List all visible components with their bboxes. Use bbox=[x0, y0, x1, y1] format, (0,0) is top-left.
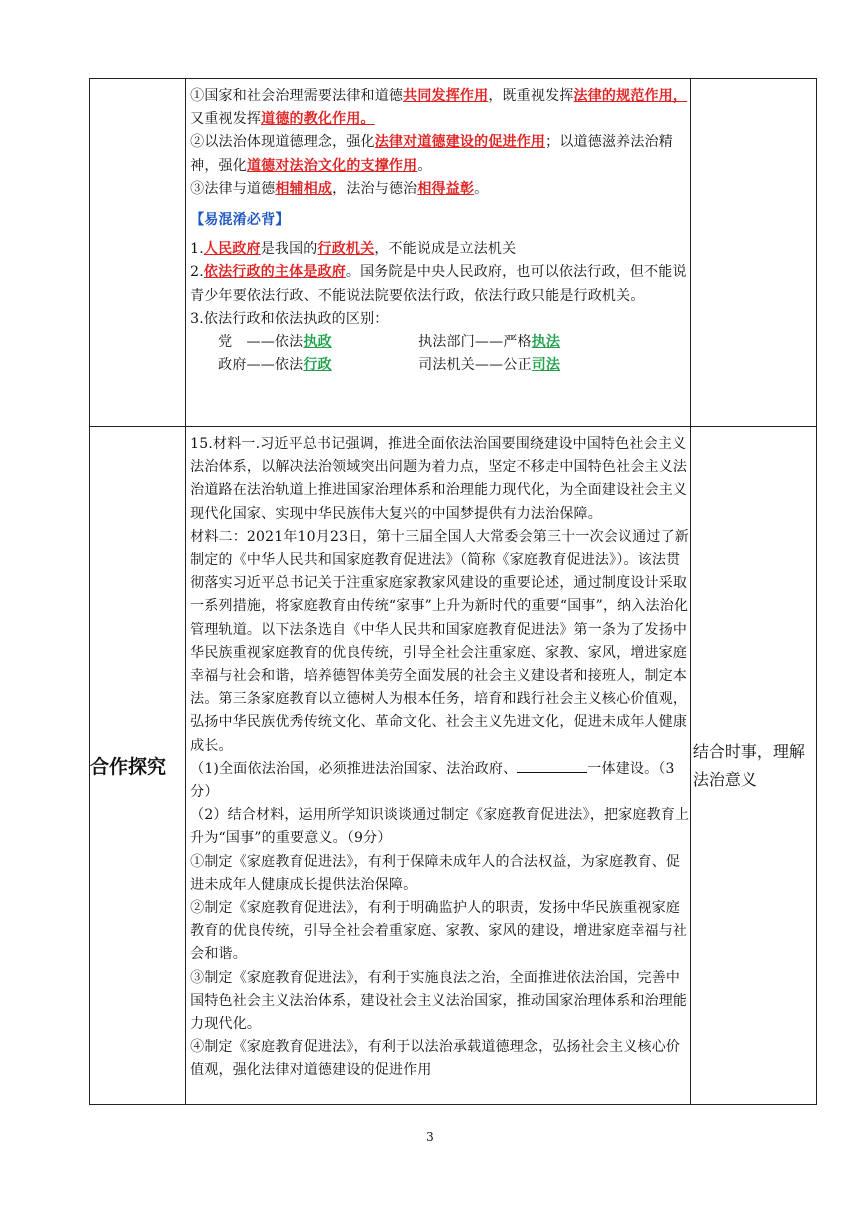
question-2: （2）结合材料，运用所学知识谈谈通过制定《家庭教育促进法》，把家庭教育上升为“国事”的重要意义。（9分） bbox=[190, 807, 690, 847]
label-cell-empty bbox=[90, 79, 186, 427]
answer-2: ②制定《家庭教育促进法》，有利于明确监护人的职责，发扬中华民族重视家庭教育的优良传统，引导全社会着重家庭、家教、家风的建设，增进家庭幸福与社会和谐。 bbox=[190, 900, 688, 963]
point-3: ③法律与道德相辅相成，法治与德治相得益彰。 bbox=[190, 180, 489, 197]
point-2: ②以法治体现道德理念，强化法律对道德建设的促进作用；以道德滋养法治精神，强化道德对法治文化的支撑作用。 bbox=[190, 134, 673, 174]
material-2: 材料二：2021年10月23日，第十三届全国人大常委会第三十一次会议通过了新制定的《中华人民共和国家庭教育促进法》（简称《家庭教育促进法》）。该法贯彻落实习近平总书记关于注重家庭家教家风建设的重要论述，通过制度设计采取一系列措施，将家庭教育由传统“家事”上升为新时代的重要“国事”，纳入法治化管理轨道。以下法条选自《中华人民共和国家庭教育促进法》第一条为了发扬中华民族重视家庭教育的优良传统，引导全社会注重家庭、家教、家风，增进家庭幸福与社会和谐，培养德智体美劳全面发展的社会主义建设者和接班人，制定本法。第三条家庭教育以立德树人为根本任务，培育和践行社会主义核心价值观，弘扬中华民族优秀传统文化、革命文化、社会主义先进文化，促进未成年人健康成长。 bbox=[190, 528, 689, 754]
page-number: 3 bbox=[426, 1130, 434, 1144]
note-heading: 【易混淆必背】 bbox=[190, 212, 290, 229]
goal-cell-empty bbox=[690, 79, 816, 427]
section-label: 合作探究 bbox=[90, 427, 186, 1105]
pair-item: 政府——依法行政 bbox=[218, 357, 332, 374]
material-1: 15.材料一.习近平总书记强调，推进全面依法治国要围绕建设中国特色社会主义法治体系，以解决法治领域突出问题为着力点，坚定不移走中国特色社会主义法治道路在法治轨道上推进国家治理体系和治理能力现代化，为全面建设社会主义现代化国家、实现中华民族伟大复兴的中国梦提供有力法治保障。 bbox=[190, 436, 688, 522]
pair-item: 司法机关——公正司法 bbox=[418, 357, 561, 374]
answer-1: ①制定《家庭教育促进法》，有利于保障未成年人的合法权益，为家庭教育、促进未成年人健康成长提供法治保障。 bbox=[190, 853, 681, 893]
comparison-grid bbox=[190, 331, 690, 377]
question-1: （1)全面依法治国，必须推进法治国家、法治政府、 一体建设。（3分） bbox=[190, 758, 690, 804]
learning-goal: 结合时事，理解法治意义 bbox=[690, 427, 816, 1105]
lesson-table bbox=[89, 78, 817, 1105]
table-row bbox=[90, 427, 817, 1105]
table-row bbox=[90, 79, 817, 427]
pair-item: 党 ——依法执政 bbox=[218, 334, 332, 351]
answer-blank bbox=[517, 758, 587, 773]
answer-3: ③制定《家庭教育促进法》，有利于实施良法之治，全面推进依法治国，完善中国特色社会主义法治体系，建设社会主义法治国家，推动国家治理体系和治理能力现代化。 bbox=[190, 969, 688, 1033]
note-3: 3.依法行政和依法执政的区别： bbox=[190, 310, 389, 327]
point-1: ①国家和社会治理需要法律和道德共同发挥作用，既重视发挥法律的规范作用，又重视发挥道德的教化作用。 bbox=[190, 88, 688, 128]
exercise-cell bbox=[186, 427, 691, 1105]
answer-4: ④制定《家庭教育促进法》，有利于以法治承载道德理念，弘扬社会主义核心价值观，强化法律对道德建设的促进作用 bbox=[190, 1039, 681, 1079]
knowledge-cell bbox=[186, 79, 691, 427]
pair-item: 执法部门——严格执法 bbox=[418, 334, 561, 351]
note-1: 1.人民政府是我国的行政机关，不能说成是立法机关 bbox=[190, 241, 517, 258]
note-2: 2.依法行政的主体是政府。国务院是中央人民政府，也可以依法行政，但不能说青少年要依法行政、不能说法院要依法行政，依法行政只能是行政机关。 bbox=[190, 264, 687, 304]
